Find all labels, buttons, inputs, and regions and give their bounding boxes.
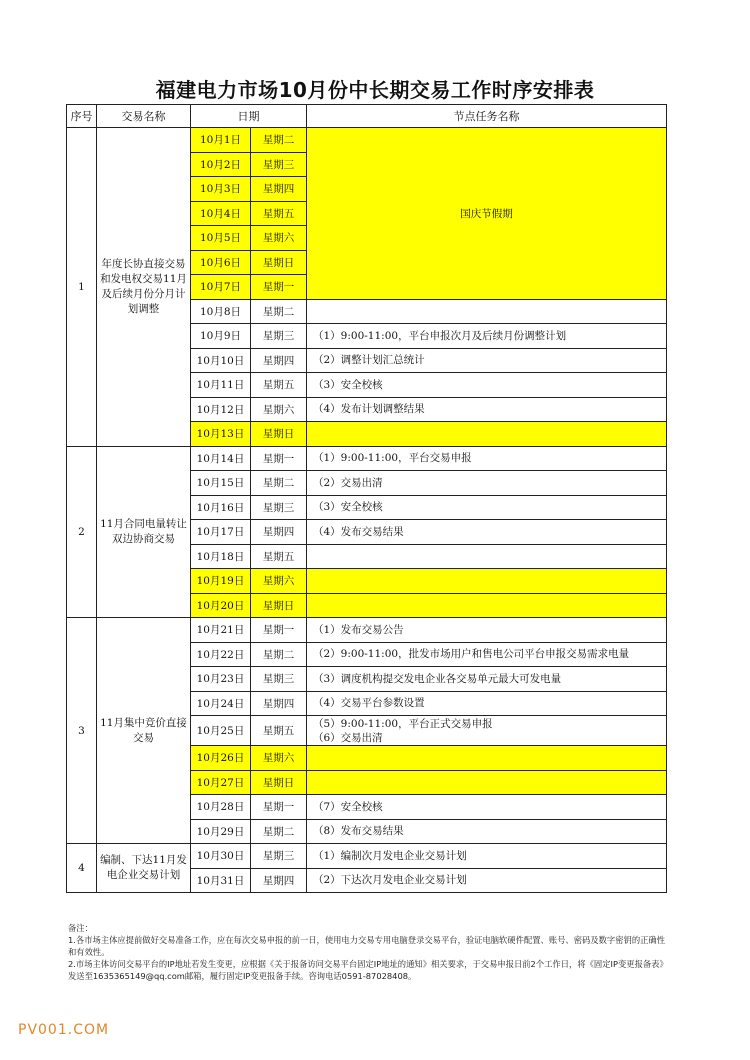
task-line: （6）交易出清 [313,731,383,744]
date-cell: 10月14日 [191,446,251,471]
date-cell: 10月31日 [191,868,251,893]
date-cell: 10月23日 [191,667,251,692]
weekday-cell: 星期一 [251,795,307,820]
task-cell: （4）交易平台参数设置 [307,691,667,716]
weekday-cell: 星期日 [251,422,307,447]
date-cell: 10月12日 [191,397,251,422]
date-cell: 10月27日 [191,770,251,795]
note-item: 1.各市场主体应提前做好交易准备工作，应在每次交易申报的前一日，使用电力交易专用电脑登录交易平台，验证电脑软硬件配置、账号、密码及数字密钥的正确性和有效性。 [68,935,666,957]
header-no: 序号 [67,105,97,128]
table-row [67,618,667,643]
task-cell: （1）编制次月发电企业交易计划 [307,844,667,869]
weekday-cell: 星期二 [251,642,307,667]
date-cell: 10月26日 [191,746,251,771]
task-cell: （7）安全校核 [307,795,667,820]
date-cell: 10月20日 [191,593,251,618]
weekday-cell: 星期四 [251,691,307,716]
weekday-cell: 星期一 [251,446,307,471]
weekday-cell: 星期五 [251,373,307,398]
group-number: 3 [67,618,97,844]
task-cell: （2）交易出清 [307,471,667,496]
watermark: PV001.COM [18,1022,110,1038]
trade-name: 11月合同电量转让双边协商交易 [97,446,191,618]
task-cell [307,299,667,324]
trade-name: 年度长协直接交易和发电权交易11月及后续月份分月计划调整 [97,128,191,447]
task-cell: （3）调度机构提交发电企业各交易单元最大可发电量 [307,667,667,692]
task-cell: （3）安全校核 [307,373,667,398]
date-cell: 10月1日 [191,128,251,153]
task-cell: （3）安全校核 [307,495,667,520]
task-line: （5）9:00-11:00，平台正式交易申报 [313,717,493,730]
task-cell: （1）发布交易公告 [307,618,667,643]
note-item: 2.市场主体访问交易平台的IP地址若发生变更，应根据《关于报备访问交易平台固定IP地址的通知》相关要求，于交易申报日前2个工作日，将《固定IP变更报备表》发送至1635365149@qq.com邮箱，履行固定IP变更报备手续。咨询电话0591-87028408。 [68,959,668,981]
weekday-cell: 星期四 [251,348,307,373]
weekday-cell: 星期三 [251,152,307,177]
task-cell: （1）9:00-11:00，平台交易申报 [307,446,667,471]
notes-heading: 备注： [68,923,93,933]
weekday-cell: 星期二 [251,128,307,153]
weekday-cell: 星期六 [251,569,307,594]
task-cell [307,422,667,447]
group-number: 1 [67,128,97,447]
date-cell: 10月30日 [191,844,251,869]
notes-section [68,922,668,982]
date-cell: 10月16日 [191,495,251,520]
date-cell: 10月3日 [191,177,251,202]
task-cell [307,544,667,569]
group-number: 4 [67,844,97,893]
date-cell: 10月15日 [191,471,251,496]
date-cell: 10月19日 [191,569,251,594]
date-cell: 10月21日 [191,618,251,643]
weekday-cell: 星期五 [251,201,307,226]
table-header-row [67,105,667,128]
page-title: 福建电力市场10月份中长期交易工作时序安排表 [155,78,595,102]
date-cell: 10月28日 [191,795,251,820]
trade-name: 11月集中竞价直接交易 [97,618,191,844]
task-cell: （4）发布计划调整结果 [307,397,667,422]
header-task: 节点任务名称 [307,105,667,128]
task-cell [307,593,667,618]
group-number: 2 [67,446,97,618]
weekday-cell: 星期二 [251,471,307,496]
header-name: 交易名称 [97,105,191,128]
weekday-cell: 星期五 [251,544,307,569]
date-cell: 10月18日 [191,544,251,569]
date-cell: 10月24日 [191,691,251,716]
task-cell [307,716,667,746]
task-cell: （1）9:00-11:00，平台申报次月及后续月份调整计划 [307,324,667,349]
task-cell: （8）发布交易结果 [307,819,667,844]
weekday-cell: 星期三 [251,667,307,692]
weekday-cell: 星期五 [251,716,307,746]
task-cell [307,746,667,771]
weekday-cell: 星期日 [251,250,307,275]
weekday-cell: 星期四 [251,177,307,202]
weekday-cell: 星期六 [251,226,307,251]
date-cell: 10月6日 [191,250,251,275]
weekday-cell: 星期六 [251,397,307,422]
task-cell: （2）调整计划汇总统计 [307,348,667,373]
date-cell: 10月11日 [191,373,251,398]
weekday-cell: 星期四 [251,520,307,545]
date-cell: 10月9日 [191,324,251,349]
table-row [67,446,667,471]
weekday-cell: 星期一 [251,618,307,643]
table-row [67,844,667,869]
weekday-cell: 星期六 [251,746,307,771]
header-date: 日期 [191,105,307,128]
weekday-cell: 星期三 [251,844,307,869]
task-cell: （2）下达次月发电企业交易计划 [307,868,667,893]
weekday-cell: 星期日 [251,593,307,618]
task-cell: （4）发布交易结果 [307,520,667,545]
weekday-cell: 星期二 [251,819,307,844]
date-cell: 10月5日 [191,226,251,251]
schedule-table [66,104,667,893]
weekday-cell: 星期二 [251,299,307,324]
date-cell: 10月13日 [191,422,251,447]
weekday-cell: 星期日 [251,770,307,795]
table-row [67,128,667,153]
task-cell [307,569,667,594]
date-cell: 10月4日 [191,201,251,226]
date-cell: 10月8日 [191,299,251,324]
task-cell: （2）9:00-11:00，批发市场用户和售电公司平台申报交易需求电量 [307,642,667,667]
date-cell: 10月17日 [191,520,251,545]
weekday-cell: 星期三 [251,495,307,520]
holiday-cell: 国庆节假期 [307,128,667,300]
date-cell: 10月25日 [191,716,251,746]
date-cell: 10月2日 [191,152,251,177]
task-cell [307,770,667,795]
trade-name: 编制、下达11月发电企业交易计划 [97,844,191,893]
weekday-cell: 星期三 [251,324,307,349]
date-cell: 10月7日 [191,275,251,300]
weekday-cell: 星期一 [251,275,307,300]
date-cell: 10月22日 [191,642,251,667]
date-cell: 10月10日 [191,348,251,373]
weekday-cell: 星期四 [251,868,307,893]
date-cell: 10月29日 [191,819,251,844]
